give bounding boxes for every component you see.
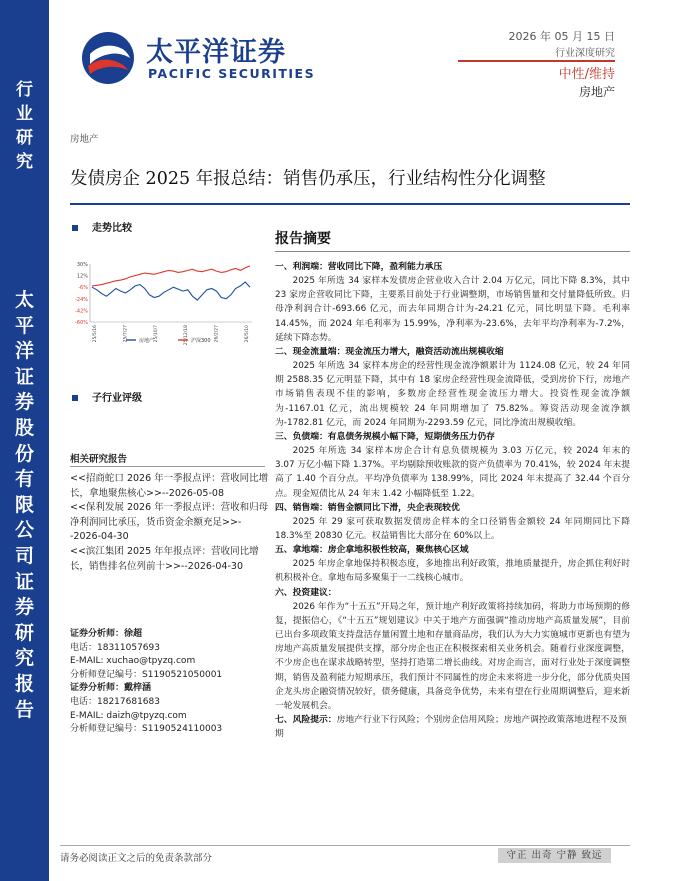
chart-lines: [92, 266, 250, 300]
summary-divider: [275, 251, 630, 252]
related-report-link[interactable]: <<滨江集团 2025 年年报点评：营收同比增长，销售排名位列前十>>--2026-04-30: [70, 545, 259, 572]
summary-paragraph: 2025 年所选 34 家样本房企合计有息负债规模为 3.03 万亿元，较 2024 年末的 3.07 万亿小幅下降 1.37%。平均剔除预收账款的资产负债率为 70.41%，较 2024 年末提高了 1.40 个百分点。平均净负债率为 138.99%，同比 2024 年末提高了 32.44 个百分点。现金短债比从 24 年末 1.42 小幅降低至 1.22。: [275, 446, 630, 499]
analyst-name: 证券分析师：戴梓涵: [70, 683, 152, 694]
analyst-info: [70, 628, 270, 737]
summary-section-heading: 四、销售端：销售金额同比下滑，央企表现较优: [275, 502, 460, 513]
chart-x-axis: [90, 322, 252, 345]
summary-section-heading: 六、投资建议：: [275, 587, 337, 598]
related-reports-heading: 相关研究报告: [70, 454, 128, 465]
square-bullet-icon: [72, 395, 78, 401]
x-tick-label: 25/7/27: [123, 325, 129, 343]
analyst-cert: 分析师登记编号：S1190524110003: [70, 724, 223, 735]
summary-heading: 报告摘要: [275, 231, 331, 247]
series-line: [92, 266, 250, 286]
industry-name: 房地产: [578, 85, 615, 99]
pacific-logo-icon: [80, 30, 136, 86]
summary-section-heading: 二、现金流量端：现金流压力增大，融资活动流出规模收缩: [275, 346, 504, 357]
y-tick-label: 30%: [76, 262, 88, 268]
analyst-email[interactable]: E-MAIL: daizh@tpyzq.com: [70, 710, 187, 721]
sub-industry-rating-heading: [72, 389, 142, 404]
analyst-phone: 电话：18311057693: [70, 642, 160, 653]
related-divider: [70, 466, 265, 467]
analyst-email[interactable]: E-MAIL: xuchao@tpyzq.com: [70, 656, 196, 667]
legend-label: 房地产: [139, 338, 155, 344]
series-line: [92, 282, 250, 300]
x-tick-label: 25/5/16: [93, 325, 98, 343]
x-tick-label: 25/10/7: [153, 325, 159, 343]
y-tick-label: -42%: [75, 308, 88, 315]
band-top-label: 行 业 研 究: [16, 80, 33, 172]
risk-text: 房地产行业下行风险；个别房企信用风险；房地产调控政策落地进程不及预期: [275, 715, 627, 740]
footer-divider: [60, 845, 630, 846]
related-reports-list: [70, 472, 270, 574]
logo-english-name: PACIFIC SECURITIES: [148, 66, 316, 81]
analyst-name: 证券分析师：徐超: [70, 629, 143, 639]
summary-paragraph: 2025 年房企拿地保持积极态度，多地推出利好政策，推地质量提升，房企抓住利好时机积极补仓。拿地布局多聚集于一二线核心城市。: [275, 559, 630, 584]
title-divider: [70, 203, 630, 205]
chart-legend: [126, 337, 211, 344]
analyst-phone: 电话：18217681683: [70, 696, 160, 707]
summary-body: [275, 260, 630, 741]
report-title: 发债房企 2025 年报总结：销售仍承压，行业结构性分化调整: [70, 169, 546, 189]
analyst-cert: 分析师登记编号：S1190521050001: [70, 669, 223, 680]
trend-title: 走势比较: [92, 223, 132, 234]
legend-label: 沪深300: [191, 338, 211, 344]
footer-disclaimer: 请务必阅读正文之后的免责条款部分: [60, 853, 213, 864]
small-industry-label: 房地产: [70, 134, 99, 145]
y-tick-label: -60%: [75, 320, 88, 326]
trend-section-heading: [72, 219, 132, 234]
summary-section-heading: 一、利润端：营收同比下降，盈利能力承压: [275, 262, 443, 272]
footer-motto: 守正 出奇 宁静 致远: [498, 848, 611, 863]
report-date: 2026 年 05 月 15 日: [508, 30, 615, 43]
logo-chinese-name: 太平洋证券: [146, 37, 286, 68]
y-tick-label: 12%: [76, 273, 88, 280]
y-tick-label: -24%: [75, 296, 88, 303]
band-bottom-label: 太 平 洋 证 券 股 份 有 限 公 司 证 券 研 究 报 告: [14, 289, 34, 721]
x-tick-label: 26/2/27: [214, 325, 220, 343]
summary-paragraph: 2025 年 29 家可获取数据发债房企样本的全口径销售金额较 24 年同期同比下降 18.3%至 20830 亿元。权益销售比大部分在 60%以上。: [275, 516, 630, 541]
related-report-link[interactable]: <<保利发展 2026 年一季报点评：营收和归母净利润同比承压，货币资金余额充足>>--2026-04-30: [70, 502, 269, 543]
risk-heading: 七、风险提示：: [275, 715, 337, 725]
report-type: 行业深度研究: [555, 48, 615, 59]
summary-section-heading: 五、拿地端：房企拿地积极性较高，聚焦核心区域: [275, 545, 469, 556]
left-brand-band: [0, 0, 49, 881]
risk-warning: [275, 713, 630, 741]
header-divider: [458, 60, 615, 62]
summary-paragraph: 2025 年所选 34 家样本房企的经营性现金流净额累计为 1124.08 亿元，较 24 年同期 2588.35 亿元明显下降，其中有 18 家房企经营性现金流降低，受到房价下行，房地产市场销售表现不佳的影响，多数房企经营性现金流压力增大。投资性现金流净额为-1167.01 亿元，流出规模较 24 年同期增加了 75.82%。筹资活动现金流净额为-1782.81 亿元，而 2024 年同期为-2293.59 亿元，同比净流出规模收缩。: [275, 361, 630, 428]
summary-paragraph: 2025 年所选 34 家样本发债房企营业收入合计 2.04 万亿元，同比下降 8.3%，其中 23 家房企营收同比下降，主要系目前处于行业调整期，市场销售量和交付量降低所致。归母净利润合计-693.66 亿元，而去年同期合计为-24.21 亿元，同比明显下降。毛利率 14.45%，而 2024 年毛利率为 15.99%，净利率为-23.6%，去年平均净利率为-7.2%，延续下降态势。: [275, 276, 630, 343]
x-tick-label: 25/12/18: [184, 325, 190, 346]
trend-chart: [68, 236, 258, 354]
summary-paragraph: 2026 年作为“十五五”开局之年，预计地产利好政策将持续加码，将助力市场预期的修复，提振信心，《“十五五”规划建议》中关于地产方面强调“推动房地产高质量发展”，目前已出台多项政策支持盘活存量闲置土地和存量商品房，我们认为大力实施城市更新也有望为房地产高质量发展提供支撑，部分房企也正在积极探索相关业务机会。随着行业深度调整，不少房企也在谋求战略转型，坚持打造第二增长曲线。对房企而言，面对行业处于深度调整期，销售及盈利能力短期承压，我们预计不同属性的房企未来将进一步分化，部分优质央国企龙头房企融资情况较好，债务健康，具备竞争优势，未来有望在行业周期调整后，迎来新一轮发展机会。: [275, 601, 630, 711]
summary-section-heading: 三、负债端：有息债务规模小幅下降，短期债务压力仍存: [275, 431, 495, 442]
related-report-link[interactable]: <<招商蛇口 2026 年一季报点评：营收同比增长，拿地聚焦核心>>--2026-05-08: [70, 473, 269, 499]
y-tick-label: -6%: [78, 285, 88, 292]
rating-title: 子行业评级: [92, 393, 142, 404]
square-bullet-icon: [72, 225, 78, 231]
chart-y-axis: [75, 262, 90, 326]
x-tick-label: 26/5/10: [245, 325, 250, 343]
industry-rating: 中性/维持: [558, 67, 615, 82]
